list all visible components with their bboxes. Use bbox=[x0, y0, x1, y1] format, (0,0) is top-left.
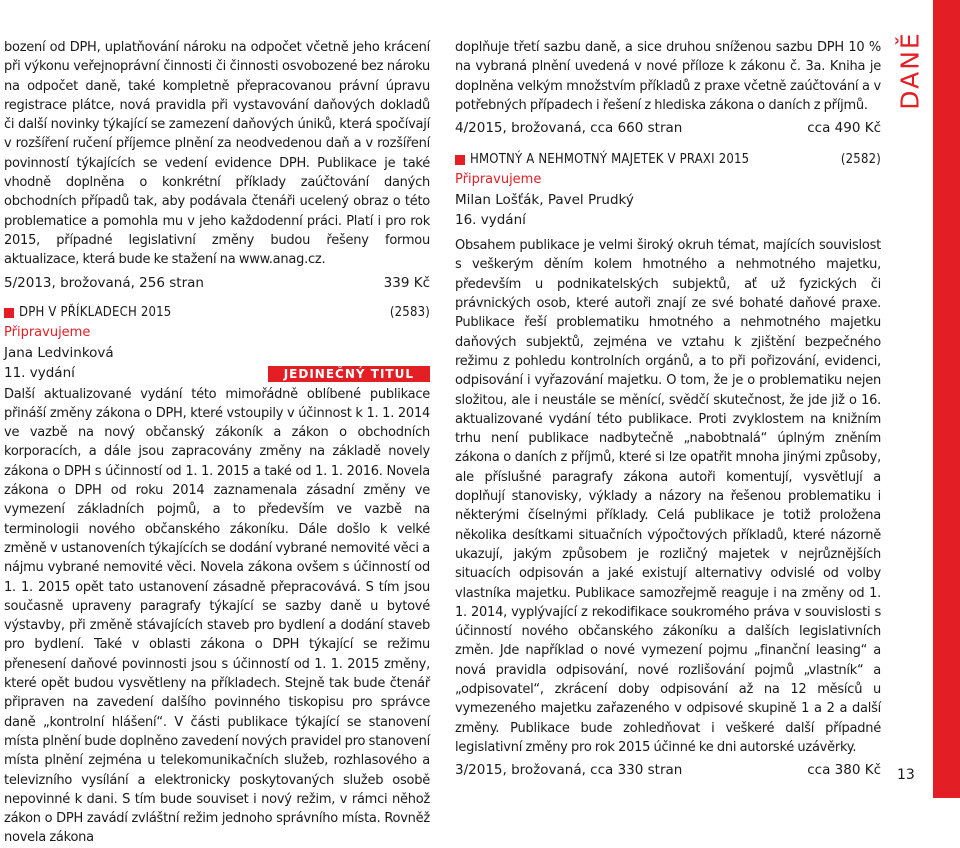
book-description: Obsahem publikace je velmi široký okruh témat, majících souvislost s veškerým děním kolem hmotného a nehmotného majetku, především u podnikatelských subjektů, ať už fyzických či právnických osob, které autoři znají ze své bohaté daňové praxe. Publikace řeší problematiku hmotného a nehmotného majetku daňových subjektů, zejména ve vztahu k zjištění bezpečného režimu z pohledu kontrolních orgánů, a to při pořizování, evidenci, odpisování i vyřazování majetku. O tom, že je o problematiku nejen složitou, ale i neustále se měnící, svědčí skutečnost, že jde již o 16. aktualizované vydání této publikace. Proti zvyklostem na knižním trhu není publikace nadbytečně „nabobtnalá“ úplným zněním zákona o daních z příjmů, které si lze opatřit mnoha jinými způsoby, ale příslušné paragrafy zákona autoři komentují, vysvětlují a doplňují stanovisky, výklady a názory na řešenou problematiku i některými číselnými příklady. Celá publikace je totiž proložena několika desítkami situačních výpočtových příkladů, které názorně ukazují, jakým způsobem je rozličný majetek v nejrůznějších situacích odpisován a jaké existují alternativy odvislé od volby vlastníka majetku. Publikace samozřejmě reaguje i na změny od 1. 1. 2014, vyplývající z rekodifikace soukromého práva v souvislosti s účinností nového občanského zákoníku a dalších legislativních změn. Jde například o nové vymezení pojmu „finanční leasing“ a nová pravidla odpisování, nové rozlišování pojmů „vlastník“ a „odpisovatel“, zkrácení doby odpisování až na 12 měsíců u vymezeného majetku zařazeného v odpisové skupině 1 a 2 a další změny. Publikace bude zohledňovat i veškeré další případné legislativní změny pro rok 2015 účinné ke dni autorské uzávěrky. bbox=[455, 238, 881, 755]
price-line bbox=[455, 118, 881, 138]
book-title[interactable]: DPH V PŘÍKLADECH 2015 bbox=[19, 304, 172, 320]
red-square-icon bbox=[4, 308, 14, 318]
price-info: 5/2013, brožovaná, 256 stran bbox=[4, 274, 204, 291]
page-number: 13 bbox=[897, 767, 915, 783]
edition-row bbox=[4, 363, 430, 383]
section-tab bbox=[887, 30, 933, 110]
unique-title-badge: JEDINEČNÝ TITUL bbox=[268, 366, 430, 382]
book-status: Připravujeme bbox=[4, 324, 91, 340]
right-column bbox=[455, 38, 881, 780]
book-author: Jana Ledvinková bbox=[4, 344, 114, 361]
section-tab-label: DANĚ bbox=[895, 30, 925, 110]
book-author: Milan Lošťák, Pavel Prudký bbox=[455, 192, 634, 209]
book-code: (2583) bbox=[389, 304, 430, 320]
book-edition: 11. vydání bbox=[4, 364, 75, 381]
price-line bbox=[455, 760, 881, 780]
book-status: Připravujeme bbox=[455, 172, 542, 188]
price-amount: 339 Kč bbox=[383, 274, 430, 291]
book-edition: 16. vydání bbox=[455, 212, 526, 229]
book-title-row bbox=[455, 150, 881, 170]
left-column bbox=[4, 38, 430, 848]
book-description: Další aktualizované vydání této mimořádně oblíbené publikace přináší změny zákona o DPH, které vstoupily v účinnost k 1. 1. 2014 ve vazbě na nový občanský zákoník a zákon o obchodních korporacích, a dále jsou zapracovány změny na základě novely zákona o DPH s účinností od 1. 1. 2015 a také od 1. 1. 2016. Novela zákona o DPH od roku 2014 zaznamenala zásadní změny ve vymezení základních pojmů, a to především ve vazbě na terminologii nového občanského zákoníku. Dále došlo k velké změně v ustanoveních týkajících se dodání vybrané nemovité věci a nájmu vybrané nemovité věci. Novela zákona ovšem s účinností od 1. 1. 2015 opět tato ustanovení zásadně přepracovává. S tím jsou současně upraveny paragrafy týkající se sazby daně u bytové výstavby, při změně stávajících staveb pro bydlení a dodání staveb pro bydlení. Také v oblasti zákona o DPH týkající se režimu přenesení daňové povinnosti jsou s účinností od 1. 1. 2015 změny, které opět budou vysvětleny na příkladech. Stejně tak bude čtenář připraven na zavedení dalšího povinného tiskopisu pro správce daně „kontrolní hlášení“. V části publikace týkající se stanovení místa plnění bude doplněno zavedení nových pravidel pro stanovení místa plnění zejména u telekomunikačních služeb, rozhlasového a televizního vysílání a elektronicky poskytovaných služeb osobě nepovinné k dani. S tím bude souviset i nový režim, v rámci něhož zákon o DPH zavádí zvláštní režim jednoho správního místa. Rovněž novela zákona bbox=[4, 386, 430, 846]
price-info: 3/2015, brožovaná, cca 330 stran bbox=[455, 762, 683, 779]
price-line bbox=[4, 273, 430, 293]
book-title-row bbox=[4, 303, 430, 323]
book-title[interactable]: HMOTNÝ A NEHMOTNÝ MAJETEK V PRAXI 2015 bbox=[470, 152, 750, 168]
price-amount: cca 490 Kč bbox=[807, 120, 881, 137]
red-square-icon bbox=[455, 155, 465, 165]
price-info: 4/2015, brožovaná, cca 660 stran bbox=[455, 120, 683, 137]
intro-paragraph: bození od DPH, uplatňování nároku na odpočet včetně jeho krácení při výkonu veřejnoprávní činnosti či činnosti osvobozené bez nároku na odpočet daně, také kompletně přepracovanou právní úpravu registrace plátce, nová pravidla při vystavování daňových dokladů či další novinky týkající se zamezení daňových úniků, která spočívají v rozšíření ručení příjemce plnění za neodvedenou daň a v rozšíření povinností týkajících se vedení evidence DPH. Publikace je také vhodně doplněna o konkrétní příklady zaúčtování daných obchodních případů tak, aby podávala čtenáři ucelený obraz o této problematice a pomohla mu v jeho každodenní práci. Platí i pro rok 2015, případné legislativní změny budou řešeny formou aktualizace, která bude ke stažení na www.anag.cz. bbox=[4, 40, 430, 268]
intro-paragraph: doplňuje třetí sazbu daně, a sice druhou sníženou sazbu DPH 10 % na vybraná plnění uvedená v nové příloze k zákonu č. 3a. Kniha je doplněna velkým množstvím příkladů z praxe včetně zaúčtování a v potřebných případech i řešení z hlediska zákona o daních z příjmů. bbox=[455, 40, 881, 113]
price-amount: cca 380 Kč bbox=[807, 762, 881, 779]
section-color-bar bbox=[933, 0, 960, 798]
book-code: (2582) bbox=[840, 152, 881, 168]
